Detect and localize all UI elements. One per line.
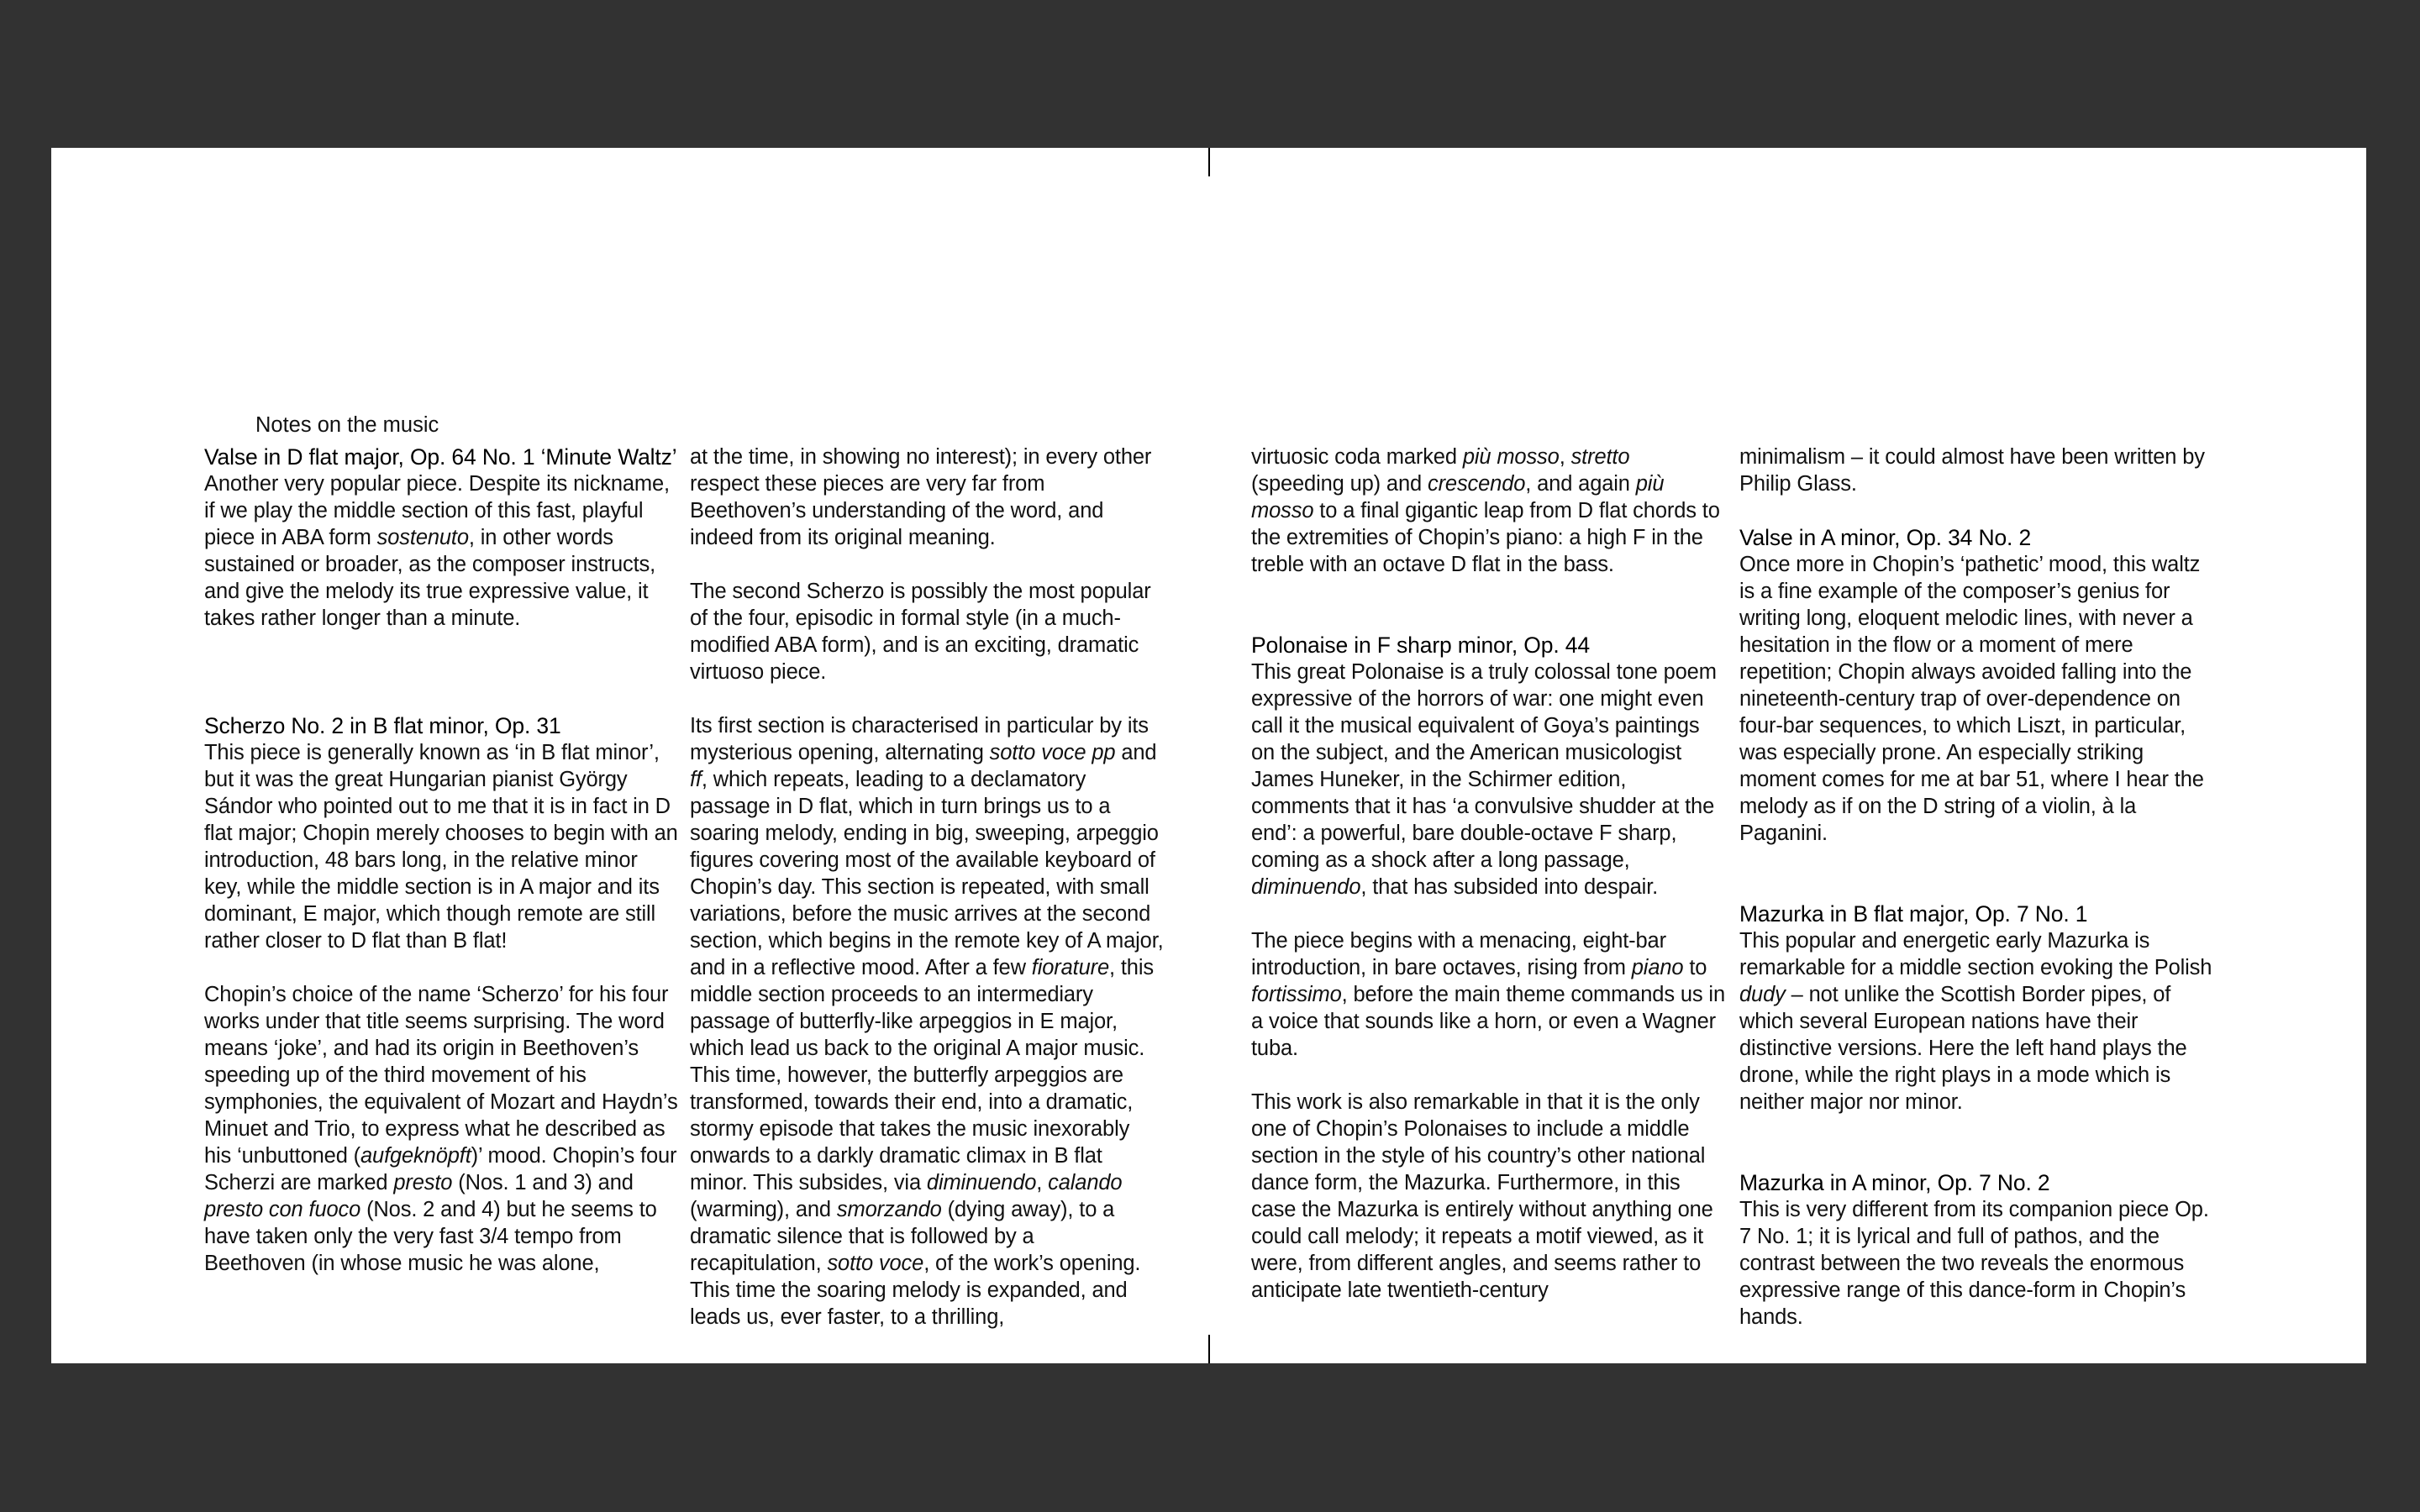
paragraph: The second Scherzo is possibly the most popular of the four, episodic in formal style (in a much-modified ABA form), and is an exciting, dramatic virtuoso piece.: [690, 580, 1151, 684]
text-column-1: [204, 444, 679, 1277]
fold-mark: [1208, 148, 1210, 176]
paragraph: at the time, in showing no interest); in every other respect these pieces are very far from Beethoven’s understanding of the word, and indeed from its original meaning.: [690, 445, 1152, 549]
paragraph: This great Polonaise is a truly colossal tone poem expressive of the horrors of war: one might even call it the musical equivalent of Goya’s paintings on the subject, and the American musicologist James Huneker, in the Schirmer edition, comments that it has ‘a convulsive shudder at the end’: a powerful, bare double-octave F sharp, coming as a shock after a long passage, diminuendo, that has subsided into despair.: [1251, 660, 1717, 899]
section-title: Valse in D flat major, Op. 64 No. 1 ‘Minute Waltz’: [204, 444, 677, 470]
paragraph: Chopin’s choice of the name ‘Scherzo’ for his four works under that title seems surprising. The word means ‘joke’, and had its origin in Beethoven’s speeding up of the third movement of his symphonies, the equivalent of Mozart and Haydn’s Minuet and Trio, to express what he described as his ‘unbuttoned (aufgeknöpft)’ mood. Chopin’s four Scherzi are marked presto (Nos. 1 and 3) and presto con fuoco (Nos. 2 and 4) but he seems to have taken only the very fast 3/4 tempo from Beethoven (in whose music he was alone,: [204, 983, 678, 1275]
section-title: Polonaise in F sharp minor, Op. 44: [1251, 633, 1590, 658]
paragraph: This is very different from its companion piece Op. 7 No. 1; it is lyrical and full of pathos, and the contrast between the two reveals the enormous expressive range of this dance-form in Chopin’s hands.: [1739, 1198, 2209, 1329]
paragraph: This popular and energetic early Mazurka is remarkable for a middle section evoking the Polish dudy – not unlike the Scottish Border pipes, of which several European nations have their distinctive versions. Here the left hand plays the drone, while the right plays in a mode which is neither major nor minor.: [1739, 929, 2212, 1114]
paragraph: Another very popular piece. Despite its nickname, if we play the middle section of this fast, playful piece in ABA form sostenuto, in other words sustained or broader, as the composer instructs, and give the melody its true expressive value, it takes rather longer than a minute.: [204, 472, 670, 630]
paragraph: This work is also remarkable in that it is the only one of Chopin’s Polonaises to include a middle section in the style of his country’s other national dance form, the Mazurka. Furthermore, in this case the Mazurka is entirely without anything one could call melody; it repeats a motif viewed, as it were, from different angles, and seems rather to anticipate late twentieth-century: [1251, 1090, 1713, 1302]
paragraph: The piece begins with a menacing, eight-bar introduction, in bare octaves, rising from piano to fortissimo, before the main theme commands us in a voice that sounds like a horn, or even a Wagner tuba.: [1251, 929, 1725, 1060]
booklet-spread: [51, 148, 2366, 1363]
section-title: Mazurka in A minor, Op. 7 No. 2: [1739, 1170, 2050, 1195]
paragraph: minimalism – it could almost have been written by Philip Glass.: [1739, 445, 2205, 496]
section-title: Mazurka in B flat major, Op. 7 No. 1: [1739, 901, 2088, 927]
paragraph: Once more in Chopin’s ‘pathetic’ mood, this waltz is a fine example of the composer’s genius for writing long, eloquent melodic lines, with never a hesitation in the flow or a moment of mere repetition; Chopin always avoided falling into the nineteenth-century trap of over-dependence on four-bar sequences, to which Liszt, in particular, was especially prone. An especially striking moment comes for me at bar 51, where I hear the melody as if on the D string of a violin, à la Paganini.: [1739, 553, 2204, 845]
text-column-3: [1251, 444, 1726, 1304]
section-title: Scherzo No. 2 in B flat minor, Op. 31: [204, 713, 561, 738]
paragraph: virtuosic coda marked più mosso, stretto (speeding up) and crescendo, and again più mosso to a final gigantic leap from D flat chords to the extremities of Chopin’s piano: a high F in the treble with an octave D flat in the bass.: [1251, 445, 1720, 576]
page-heading: Notes on the music: [255, 413, 439, 437]
paragraph: This piece is generally known as ‘in B flat minor’, but it was the great Hungarian pianist György Sándor who pointed out to me that it is in fact in D flat major; Chopin merely chooses to begin with an introduction, 48 bars long, in the relative minor key, while the middle section is in A major and its dominant, E major, which though remote are still rather closer to D flat than B flat!: [204, 741, 678, 953]
section-title: Valse in A minor, Op. 34 No. 2: [1739, 525, 2032, 550]
fold-mark: [1208, 1335, 1210, 1363]
text-column-2: [690, 444, 1165, 1331]
paragraph: Its first section is characterised in particular by its mysterious opening, alternating sotto voce pp and ff, which repeats, leading to a declamatory passage in D flat, which in turn brings us to a soaring melody, ending in big, sweeping, arpeggio figures covering most of the available keyboard of Chopin’s day. This section is repeated, with small variations, before the music arrives at the second section, which begins in the remote key of A major, and in a reflective mood. After a few fiorature, this middle section proceeds to an intermediary passage of butterfly-like arpeggios in E major, which lead us back to the original A major music. This time, however, the butterfly arpeggios are transformed, towards their end, into a dramatic, stormy episode that takes the music inexorably onwards to a darkly dramatic climax in B flat minor. This subsides, via diminuendo, calando (warming), and smorzando (dying away), to a dramatic silence that is followed by a recapitulation, sotto voce, of the work’s opening. This time the soaring melody is expanded, and leads us, ever faster, to a thrilling,: [690, 714, 1164, 1329]
text-column-4: [1739, 444, 2214, 1331]
